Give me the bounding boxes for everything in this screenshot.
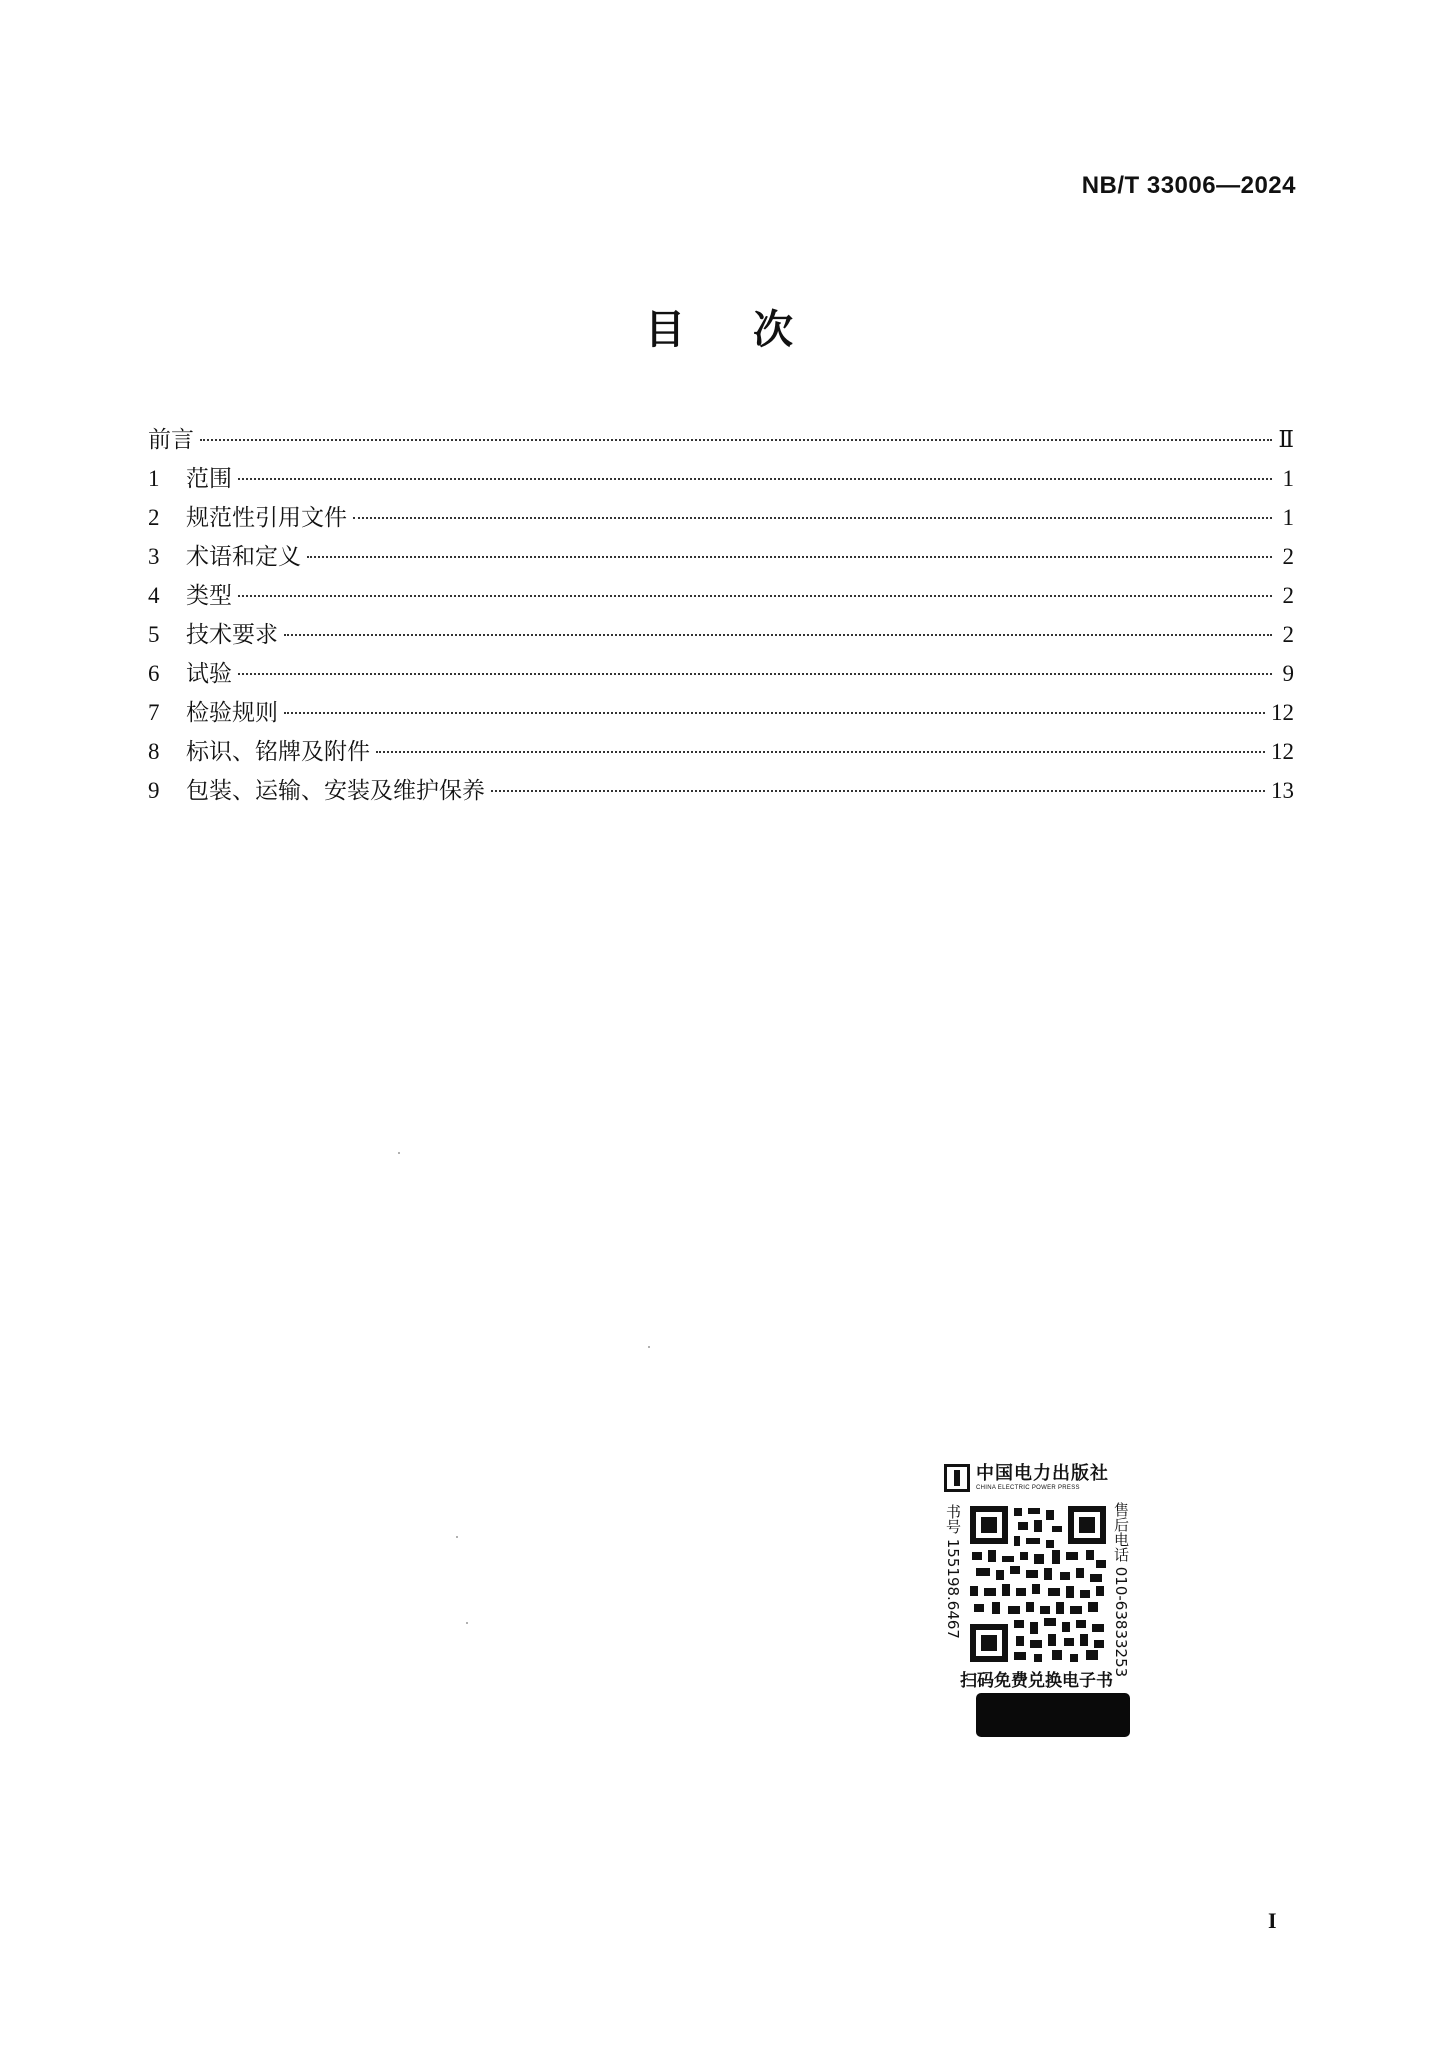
toc-entry-scope[interactable] — [148, 459, 1294, 498]
toc-leader-dots — [238, 673, 1272, 675]
toc-entry-technical-requirements[interactable] — [148, 615, 1294, 654]
redacted-code-block — [976, 1693, 1130, 1737]
standard-code: NB/T 33006—2024 — [1081, 172, 1296, 199]
toc-entry-label: 术语和定义 — [186, 544, 301, 570]
toc-entry-inspection-rules[interactable] — [148, 693, 1294, 732]
toc-leader-dots — [307, 556, 1272, 558]
scan-speck — [648, 1346, 650, 1348]
toc-leader-dots — [376, 751, 1265, 753]
toc-entry-number: 5 — [148, 622, 160, 647]
stamp-caption: 扫码免费兑换电子书 — [960, 1671, 1113, 1691]
toc-entry-number: 7 — [148, 700, 160, 725]
toc-entry-page: 2 — [1282, 622, 1294, 647]
toc-entry-number: 2 — [148, 505, 160, 530]
qr-code-icon[interactable] — [968, 1504, 1108, 1664]
toc-entry-number: 9 — [148, 778, 160, 803]
toc-entry-page: 12 — [1271, 700, 1294, 725]
scan-speck — [398, 1152, 400, 1154]
page-number: I — [1268, 1908, 1277, 1933]
publisher-name-block — [976, 1465, 1109, 1491]
toc-entry-label: 前言 — [148, 427, 194, 453]
publisher-logo-icon — [944, 1464, 970, 1492]
toc-entry-page: 1 — [1282, 505, 1294, 530]
toc-entry-page: 12 — [1271, 739, 1294, 764]
toc-leader-dots — [284, 712, 1265, 714]
toc-entry-packaging-transport[interactable] — [148, 771, 1294, 810]
toc-entry-page: 2 — [1282, 544, 1294, 569]
publisher-english-name: CHINA ELECTRIC POWER PRESS — [976, 1485, 1080, 1491]
toc-leader-dots — [491, 790, 1265, 792]
after-sales-phone: 售后电话 010-63833253 — [1112, 1502, 1130, 1678]
toc-leader-dots — [238, 478, 1272, 480]
toc-entry-label: 类型 — [186, 583, 232, 609]
stamp-header — [944, 1458, 1134, 1498]
publisher-name: 中国电力出版社 — [976, 1463, 1109, 1484]
toc-leader-dots — [200, 439, 1272, 441]
toc-entry-page: 13 — [1271, 778, 1294, 803]
toc-entry-preface[interactable] — [148, 420, 1294, 459]
toc-entry-tests[interactable] — [148, 654, 1294, 693]
toc-leader-dots — [238, 595, 1272, 597]
scan-speck — [456, 1536, 458, 1538]
toc-entry-types[interactable] — [148, 576, 1294, 615]
toc-entry-number: 3 — [148, 544, 160, 569]
toc-entry-page: 2 — [1282, 583, 1294, 608]
toc-entry-label: 检验规则 — [186, 700, 278, 726]
toc-entry-number: 6 — [148, 661, 160, 686]
toc-entry-marking-nameplate[interactable] — [148, 732, 1294, 771]
toc-leader-dots — [284, 634, 1272, 636]
publisher-stamp — [938, 1458, 1138, 1738]
toc-entry-page: 1 — [1282, 466, 1294, 491]
book-number: 书号 155198.6467 — [944, 1504, 962, 1639]
toc-title: 目次 — [645, 307, 861, 353]
toc-entry-page: 9 — [1282, 661, 1294, 686]
toc-entry-number: 1 — [148, 466, 160, 491]
toc-entry-label: 包装、运输、安装及维护保养 — [186, 778, 485, 804]
toc-entry-number: 4 — [148, 583, 160, 608]
toc-entry-terms-definitions[interactable] — [148, 537, 1294, 576]
toc-entry-label: 试验 — [186, 661, 232, 687]
toc-entry-label: 范围 — [186, 466, 232, 492]
toc-entry-label: 规范性引用文件 — [186, 505, 347, 531]
scan-speck — [466, 1622, 468, 1624]
toc-entry-number: 8 — [148, 739, 160, 764]
toc-entry-page: Ⅱ — [1278, 427, 1294, 452]
toc-entry-normative-references[interactable] — [148, 498, 1294, 537]
toc-entry-label: 技术要求 — [186, 622, 278, 648]
toc-leader-dots — [353, 517, 1272, 519]
toc-list — [148, 420, 1294, 810]
toc-entry-label: 标识、铭牌及附件 — [186, 739, 370, 765]
